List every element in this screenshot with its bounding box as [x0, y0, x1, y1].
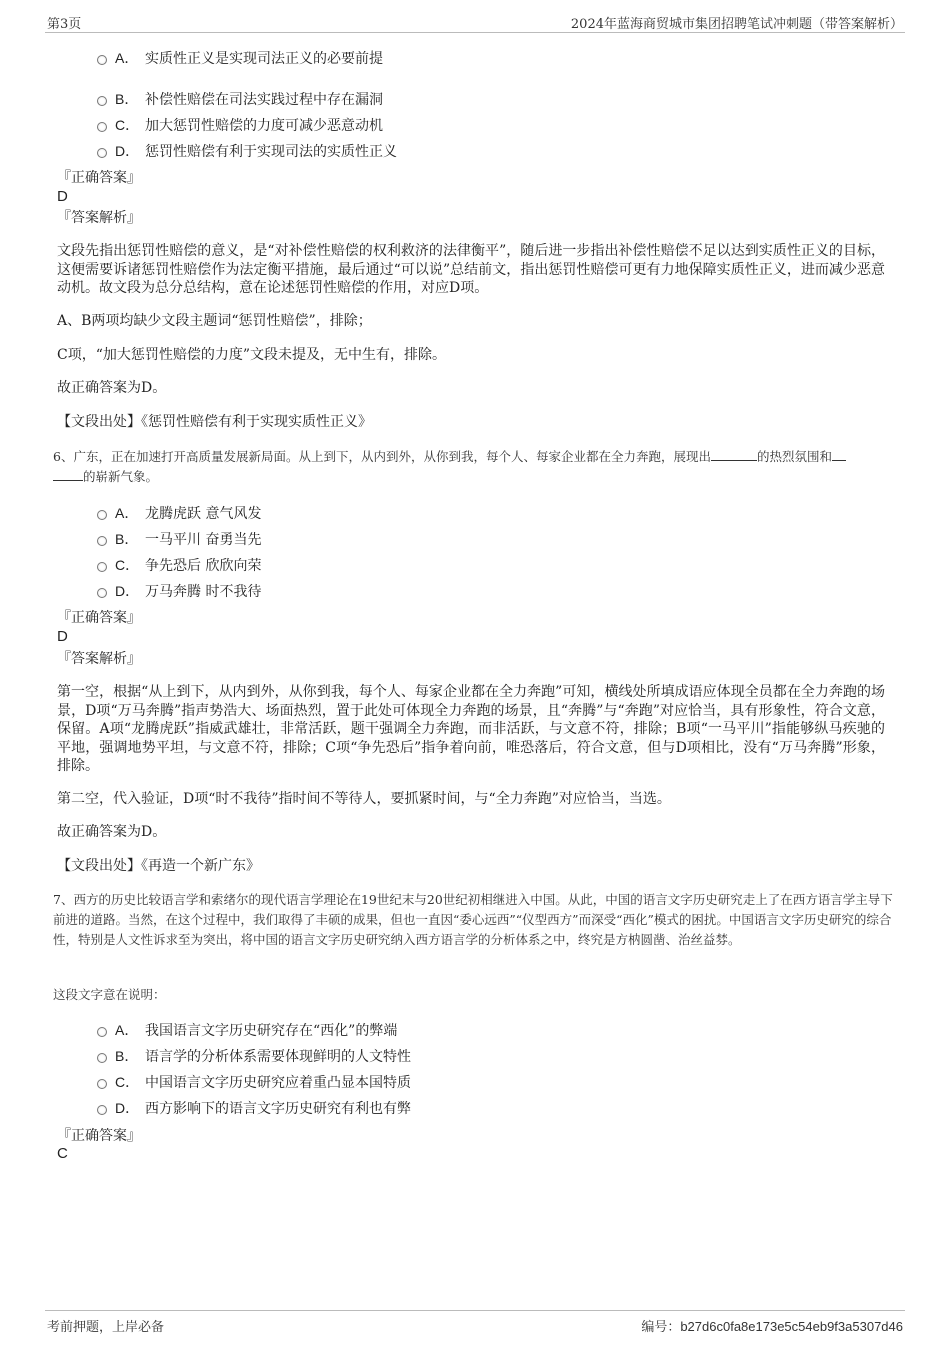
- q7-option-b[interactable]: B． 语言学的分析体系需要体现鲜明的人文特性: [97, 1047, 411, 1066]
- q6-stem: 6、广东，正在加速打开高质量发展新局面。从上到下，从内到外，从你到我，每个人、每家企业都在全力奔跑，展现出 的热烈氛围和 的崭新气象。: [53, 447, 898, 487]
- q7-answer: C: [57, 1145, 68, 1162]
- q5-answer: D: [57, 188, 68, 205]
- q6-option-b[interactable]: B． 一马平川 奋勇当先: [97, 530, 261, 549]
- radio-icon[interactable]: [97, 1053, 107, 1063]
- q6-option-c[interactable]: C． 争先恐后 欣欣向荣: [97, 556, 261, 575]
- q6-source: 【文段出处】《再造一个新广东》: [57, 858, 260, 874]
- q6-analysis-label: 『答案解析』: [57, 651, 141, 667]
- q5-analysis-paragraph: A、B两项均缺少文段主题词“惩罚性赔偿”，排除；: [57, 313, 372, 329]
- radio-icon[interactable]: [97, 562, 107, 572]
- q6-option-d[interactable]: D． 万马奔腾 时不我待: [97, 582, 261, 601]
- radio-icon[interactable]: [97, 1027, 107, 1037]
- document-title: 2024年蓝海商贸城市集团招聘笔试冲刺题（带答案解析）: [570, 17, 903, 32]
- q7-stem: 7、西方的历史比较语言学和索绪尔的现代语言学理论在19世纪末与20世纪初相继进入中国。从此，中国的语言文字历史研究走上了在西方语言学主导下前进的道路。当然，在这个过程中，我们取得了丰硕的成果，但也一直因“委心远西”“仪型西方”而深受“西化”模式的困扰。中国语言文字历史研究的综合性，特别是人文性诉求至为突出，将中国的语言文字历史研究纳入西方语言学的分析体系之中，终究是方枘圆凿、治丝益棼。: [53, 892, 893, 947]
- q5-analysis-label: 『答案解析』: [57, 210, 141, 226]
- radio-icon[interactable]: [97, 1079, 107, 1089]
- radio-icon[interactable]: [97, 1105, 107, 1115]
- radio-icon[interactable]: [97, 588, 107, 598]
- q7-option-a[interactable]: A． 我国语言文字历史研究存在“西化”的弊端: [97, 1021, 397, 1040]
- radio-icon[interactable]: [97, 122, 107, 132]
- q5-answer-label: 『正确答案』: [57, 170, 141, 186]
- q5-option-b[interactable]: B． 补偿性赔偿在司法实践过程中存在漏洞: [97, 90, 383, 109]
- q6-answer-label: 『正确答案』: [57, 610, 141, 626]
- blank-1: [711, 447, 757, 461]
- q7-option-c[interactable]: C． 中国语言文字历史研究应着重凸显本国特质: [97, 1073, 411, 1092]
- page-footer: [45, 1310, 905, 1335]
- q5-option-d[interactable]: D． 惩罚性赔偿有利于实现司法的实质性正义: [97, 142, 397, 161]
- radio-icon[interactable]: [97, 96, 107, 106]
- q5-option-a[interactable]: A． 实质性正义是实现司法正义的必要前提: [97, 49, 383, 68]
- q6-analysis-paragraph: 故正确答案为D。: [57, 824, 167, 840]
- radio-icon[interactable]: [97, 55, 107, 65]
- q5-option-c[interactable]: C． 加大惩罚性赔偿的力度可减少恶意动机: [97, 116, 383, 135]
- q6-analysis-paragraph: 第二空，代入验证，D项“时不我待”指时间不等待人，要抓紧时间，与“全力奔跑”对应恰当，当选。: [57, 791, 671, 807]
- q5-source: 【文段出处】《惩罚性赔偿有利于实现实质性正义》: [57, 414, 372, 430]
- page-number: 第3页: [47, 17, 82, 32]
- q6-answer: D: [57, 628, 68, 645]
- q6-analysis-paragraph: 第一空，根据“从上到下，从内到外，从你到我，每个人、每家企业都在全力奔跑”可知，横线处所填成语应体现全员都在全力奔跑的场景，D项“万马奔腾”指声势浩大、场面热烈，置于此处可体现全力奔跑的场景，且“奔腾”与“奔跑”对应恰当，具有形象性，符合文意，保留。A项“龙腾虎跃”指威武雄壮，非常活跃，题干强调全力奔跑，而非活跃，与文意不符，排除；B项“一马平川”指能够纵马疾驰的平地，强调地势平坦，与文意不符，排除；C项“争先恐后”指争着向前，唯恐落后，符合文意，但与D项相比，没有“万马奔腾”形象，排除。: [57, 684, 885, 774]
- q5-analysis-paragraph: 故正确答案为D。: [57, 380, 167, 396]
- q5-analysis-paragraph: 文段先指出惩罚性赔偿的意义，是“对补偿性赔偿的权利救济的法律衡平”，随后进一步指出补偿性赔偿不足以达到实质性正义的目标，这便需要诉诸惩罚性赔偿作为法定衡平措施，最后通过“可以说”总结前文，指出惩罚性赔偿可更有力地保障实质性正义，进而减少恶意动机。故文段为总分总结构，意在论述惩罚性赔偿的作用，对应D项。: [57, 243, 885, 296]
- page-header: [45, 10, 905, 33]
- document-code: 编号：b27d6c0fa8e173e5c54eb9f3a5307d46: [641, 1319, 903, 1335]
- radio-icon[interactable]: [97, 510, 107, 520]
- radio-icon[interactable]: [97, 148, 107, 158]
- q7-prompt: 这段文字意在说明：: [53, 987, 166, 1002]
- footer-slogan: 考前押题，上岸必备: [47, 1320, 165, 1335]
- q7-option-d[interactable]: D． 西方影响下的语言文字历史研究有利也有弊: [97, 1099, 411, 1118]
- blank-2: [832, 447, 846, 461]
- q7-answer-label: 『正确答案』: [57, 1128, 141, 1144]
- blank-2-cont: [53, 467, 83, 481]
- q6-option-a[interactable]: A． 龙腾虎跃 意气风发: [97, 504, 261, 523]
- radio-icon[interactable]: [97, 536, 107, 546]
- q5-analysis-paragraph: C项，“加大惩罚性赔偿的力度”文段未提及，无中生有，排除。: [57, 347, 447, 363]
